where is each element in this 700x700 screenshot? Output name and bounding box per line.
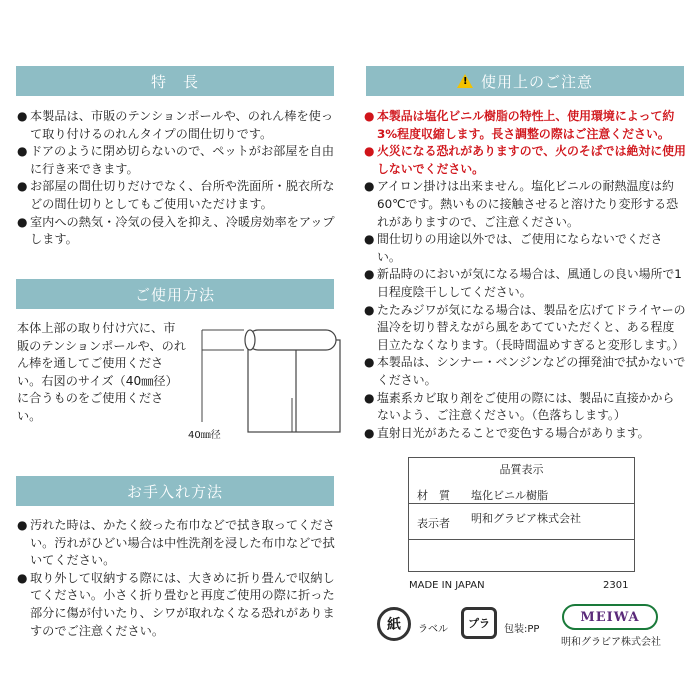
list-item: ● 塩素系カビ取り剤をご使用の際には、製品に直接かからないよう、ご注意ください。（色落ちします。） (364, 390, 686, 425)
material-value: 塩化ビニル樹脂 (471, 489, 548, 502)
care-title: お手入れ方法 (126, 482, 223, 501)
usage-title: ご使用方法 (134, 285, 215, 304)
list-item: ● 直射日光があたることで変色する場合があります。 (364, 425, 686, 443)
list-item: ● 本製品は塩化ビニル樹脂の特性上、使用環境によって約3%程度収縮します。長さ調整の際はご注意ください。 (364, 108, 686, 143)
pole-diameter-label: 40㎜径 (188, 430, 221, 441)
bullet-icon: ● (364, 355, 375, 370)
labeler-label: 表示者 (417, 517, 450, 530)
divider (408, 503, 635, 504)
meiwa-logo: MEIWA (562, 604, 658, 630)
list-item: ● 火災になる恐れがありますので、火のそばでは絶対に使用しないでください。 (364, 143, 686, 178)
cautions-header (366, 66, 684, 96)
bullet-icon: ● (364, 179, 375, 194)
cautions-title: 使用上のご注意 (480, 72, 593, 91)
pole-diagram (196, 318, 346, 438)
list-item: ● アイロン掛けは出来ません。塩化ビニルの耐熱温度は約60℃です。熱いものに接触させると溶けたり変形する恐れがありますので、ご注意ください。 (364, 178, 686, 231)
list-item: ● お部屋の間仕切りだけでなく、台所や洗面所・脱衣所などの間仕切りとしてもご使用いただけます。 (17, 178, 337, 213)
product-code: 2301 (603, 580, 629, 591)
company-name: 明和グラビア株式会社 (561, 637, 661, 648)
quality-title: 品質表示 (499, 463, 544, 476)
bullet-icon: ● (364, 144, 375, 159)
bullet-icon: ● (17, 570, 28, 585)
care-header (16, 476, 334, 506)
features-header (16, 66, 334, 96)
packaging-material-label: 包装:PP (504, 624, 540, 635)
paper-recycle-label: ラベル (418, 624, 448, 635)
list-item: ● 本製品は、シンナー・ベンジンなどの揮発油で拭かないでください。 (364, 354, 686, 389)
usage-text: 本体上部の取り付け穴に、市販のテンションポールや、のれん棒を通してご使用ください。右図のサイズ（40㎜径）に合うものをご使用ください。 (17, 321, 186, 423)
usage-header (16, 279, 334, 309)
features-title: 特 長 (150, 72, 199, 91)
list-item: ● 間仕切りの用途以外では、ご使用にならないでください。 (364, 231, 686, 266)
material-label: 材 質 (417, 489, 450, 502)
features-list (17, 108, 337, 249)
list-item: ● 本製品は、市販のテンションポールや、のれん棒を使って取り付けるのれんタイプの間仕切りです。 (17, 108, 337, 143)
bullet-icon: ● (17, 109, 28, 123)
warning-icon: ! (457, 74, 473, 88)
bullet-icon: ● (364, 425, 375, 440)
labeler-value: 明和グラビア株式会社 (471, 512, 581, 525)
bullet-icon: ● (364, 390, 375, 405)
list-item: ● 室内への熱気・冷気の侵入を抑え、冷暖房効率をアップします。 (17, 214, 337, 249)
cautions-list (364, 108, 686, 442)
list-item: ● ドアのように閉め切らないので、ペットがお部屋を自由に行き来できます。 (17, 143, 337, 178)
bullet-icon: ● (364, 109, 375, 123)
list-item: ● たたみジワが気になる場合は、製品を広げてドライヤーの温冷を切り替えながら風をあてていただくと、ある程度目立たなくなります。（長時間温めすぎると変形します。） (364, 302, 686, 355)
plastic-recycle-icon: プラ (461, 607, 497, 639)
bullet-icon: ● (364, 232, 375, 247)
made-in-text: MADE IN JAPAN (409, 580, 485, 591)
bullet-icon: ● (364, 302, 375, 317)
divider (408, 539, 635, 540)
bullet-icon: ● (364, 267, 375, 282)
list-item: ● 汚れた時は、かたく絞った布巾などで拭き取ってください。汚れがひどい場合は中性洗剤を浸した布巾などで拭いてください。 (17, 517, 337, 570)
bullet-icon: ● (17, 144, 28, 159)
list-item: ● 取り外して収納する際には、大きめに折り畳んで収納してください。小さく折り畳むと再度ご使用の際に折った部分に傷が付いたり、シワが取れなくなる恐れがありますのでご注意ください。 (17, 570, 337, 640)
bullet-icon: ● (17, 214, 28, 229)
list-item: ● 新品時のにおいが気になる場合は、風通しの良い場所で1日程度陰干ししてください。 (364, 266, 686, 301)
care-list (17, 517, 337, 640)
bullet-icon: ● (17, 179, 28, 194)
bullet-icon: ● (17, 518, 28, 532)
paper-recycle-icon: 紙 (377, 607, 411, 641)
